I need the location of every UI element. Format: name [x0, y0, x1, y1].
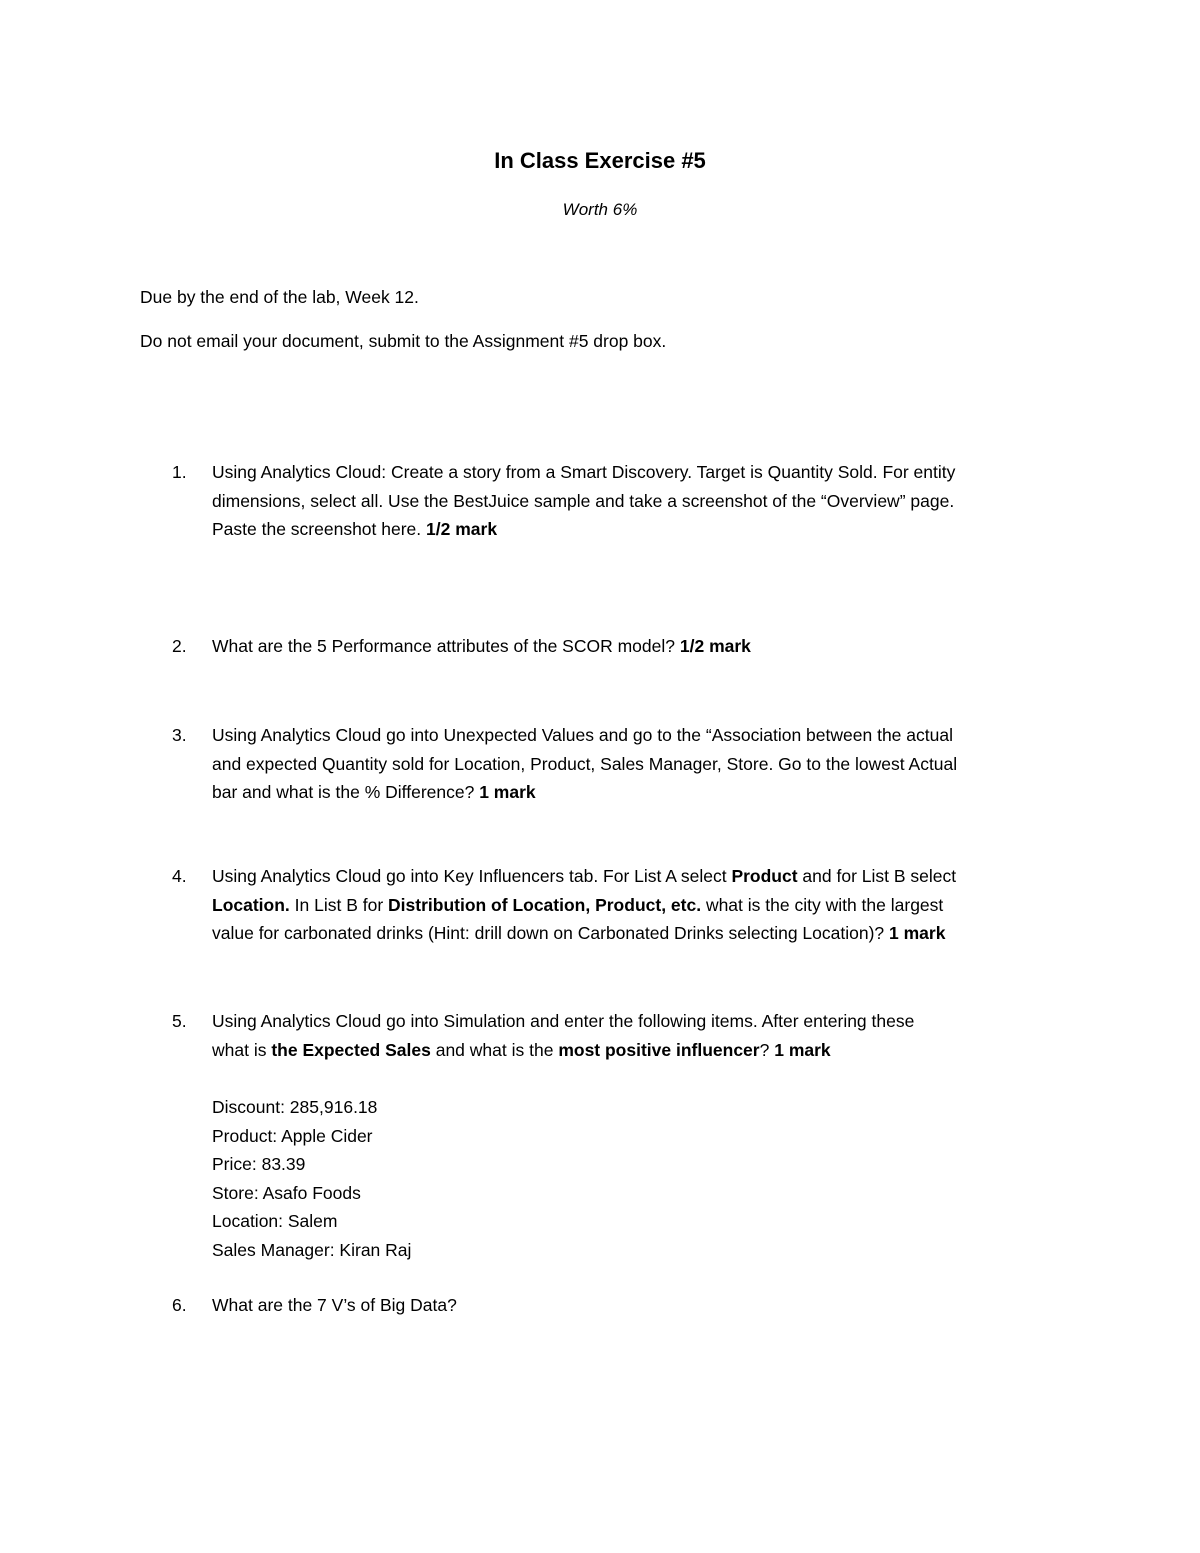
question-mark: 1 mark [774, 1039, 831, 1060]
question-number: 4. [172, 866, 187, 886]
question-number: 3. [172, 725, 187, 745]
question-number: 6. [172, 1295, 187, 1315]
simulation-items-list [212, 1093, 411, 1264]
question-mark: 1 mark [479, 782, 536, 802]
question-line: bar and what is the % Difference? 1 mark [212, 782, 536, 802]
question-line: Using Analytics Cloud: Create a story from a Smart Discovery. Target is Quantity Sold. For entity [212, 462, 956, 482]
question-line: Using Analytics Cloud go into Unexpected Values and go to the “Association between the actual [212, 725, 953, 745]
question-line: What are the 5 Performance attributes of the SCOR model? 1/2 mark [212, 636, 751, 656]
due-date-text: Due by the end of the lab, Week 12. [140, 287, 419, 307]
document-subtitle: Worth 6% [562, 200, 638, 219]
simulation-item-product: Product: Apple Cider [212, 1125, 373, 1146]
simulation-item-store: Store: Asafo Foods [212, 1182, 361, 1203]
question-line: Using Analytics Cloud go into Simulation and enter the following items. After entering these [212, 1011, 915, 1031]
question-line: What are the 7 V’s of Big Data? [212, 1295, 457, 1315]
question-body [212, 632, 1072, 661]
submission-instructions: Do not email your document, submit to the Assignment #5 drop box. [140, 331, 667, 351]
question-mark: 1/2 mark [679, 636, 751, 656]
simulation-item-sales-manager: Sales Manager: Kiran Raj [212, 1239, 412, 1260]
question-body [212, 862, 1072, 948]
question-number: 5. [172, 1011, 187, 1031]
question-line: what is the Expected Sales and what is the most positive influencer? 1 mark [212, 1039, 831, 1060]
question-body [212, 1291, 1072, 1320]
question-body [212, 721, 1072, 807]
question-mark: 1 mark [889, 923, 946, 943]
question-mark: 1/2 mark [426, 519, 498, 539]
document-title: In Class Exercise #5 [494, 148, 706, 173]
question-number: 1. [172, 462, 187, 482]
question-line: Paste the screenshot here. 1/2 mark [212, 519, 498, 539]
question-body [212, 1007, 1072, 1064]
simulation-item-price: Price: 83.39 [212, 1154, 306, 1174]
simulation-item-discount: Discount: 285,916.18 [212, 1097, 378, 1117]
question-line: dimensions, select all. Use the BestJuice sample and take a screenshot of the “Overview” page. [212, 490, 955, 511]
question-line: Using Analytics Cloud go into Key Influencers tab. For List A select Product and for List B select [212, 866, 957, 886]
question-number: 2. [172, 636, 187, 656]
question-body [212, 458, 1072, 544]
simulation-item-location: Location: Salem [212, 1211, 338, 1231]
question-line: Location. In List B for Distribution of Location, Product, etc. what is the city with the largest [212, 894, 944, 915]
question-line: and expected Quantity sold for Location, Product, Sales Manager, Store. Go to the lowest Actual [212, 753, 958, 774]
question-line: value for carbonated drinks (Hint: drill down on Carbonated Drinks selecting Location)? 1 mark [212, 923, 946, 943]
